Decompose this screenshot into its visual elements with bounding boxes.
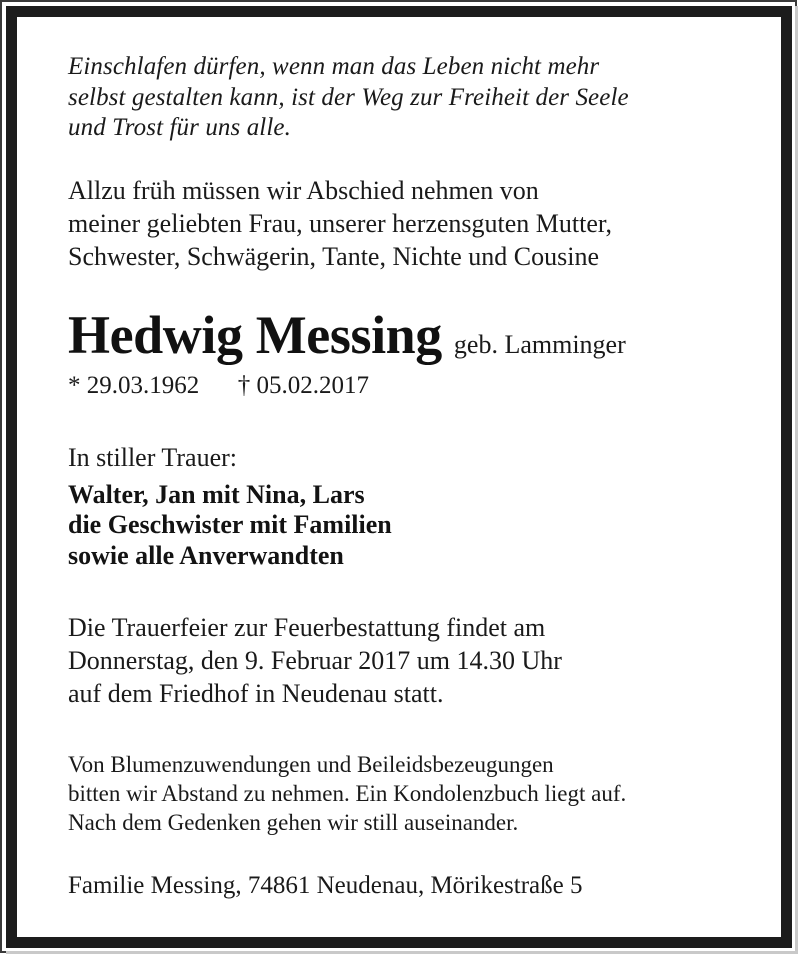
request-line: Nach dem Gedenken gehen wir still auseinander. xyxy=(68,810,519,835)
deceased-name-block xyxy=(68,306,738,364)
announcement-line: Allzu früh müssen wir Abschied nehmen von xyxy=(68,175,539,205)
death-date: 05.02.2017 xyxy=(256,371,369,399)
mourner-line: Walter, Jan mit Nina, Lars xyxy=(68,479,365,509)
announcement-line: meiner geliebten Frau, unserer herzensguten Mutter, xyxy=(68,208,613,238)
service-line: Donnerstag, den 9. Februar 2017 um 14.30 Uhr xyxy=(68,646,562,675)
service-line: auf dem Friedhof in Neudenau statt. xyxy=(68,679,444,708)
service-line: Die Trauerfeier zur Feuerbestattung findet am xyxy=(68,613,546,642)
deceased-name: Hedwig Messing xyxy=(68,304,442,365)
funeral-service-details xyxy=(68,611,738,710)
mourner-line: sowie alle Anverwandten xyxy=(68,540,344,570)
epitaph-line: selbst gestalten kann, ist der Weg zur Freiheit der Seele xyxy=(68,83,629,111)
life-dates xyxy=(68,371,738,401)
cross-dagger-icon: † xyxy=(237,371,251,399)
mourners-list xyxy=(68,480,738,572)
birth-date: 29.03.1962 xyxy=(86,371,200,399)
epitaph-verse xyxy=(68,52,738,144)
flowers-request-note xyxy=(68,750,738,837)
notice-content xyxy=(68,52,738,901)
announcement-paragraph xyxy=(68,174,738,273)
birth-symbol-icon: * xyxy=(68,371,81,399)
epitaph-line: Einschlafen dürfen, wenn man das Leben nicht mehr xyxy=(68,53,600,80)
family-address: Familie Messing, 74861 Neudenau, Mörikestraße 5 xyxy=(68,872,583,899)
request-line: bitten wir Abstand zu nehmen. Ein Kondolenzbuch liegt auf. xyxy=(68,781,627,806)
epitaph-line: und Trost für uns alle. xyxy=(68,114,291,141)
mourner-line: die Geschwister mit Familien xyxy=(68,510,392,539)
announcement-line: Schwester, Schwägerin, Tante, Nichte und Cousine xyxy=(68,241,599,271)
mourners-intro: In stiller Trauer: xyxy=(68,442,237,472)
deceased-maiden-name: geb. Lamminger xyxy=(453,329,626,359)
request-line: Von Blumenzuwendungen und Beileidsbezeugungen xyxy=(68,752,554,777)
